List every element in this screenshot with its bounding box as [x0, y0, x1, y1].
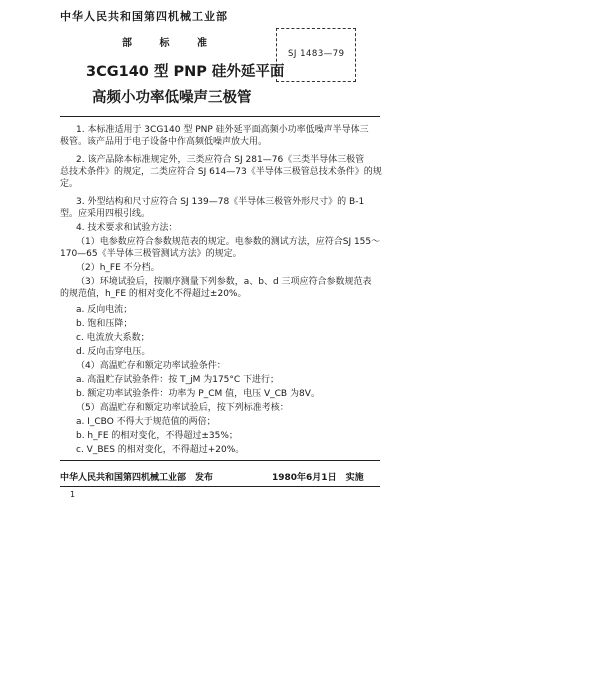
- effective-date: 1980年6月1日 实施: [272, 473, 364, 483]
- body-line: 170—65《半导体三极管测试方法》的规定。: [60, 249, 242, 259]
- standard-number: SJ 1483—79: [288, 49, 345, 59]
- ministry-header: 中华人民共和国第四机械工业部: [60, 10, 228, 23]
- standard-type-label: 部 标 准: [122, 38, 208, 49]
- body-line: b. h_FE 的相对变化，不得超过±35%；: [76, 431, 238, 441]
- body-line: 的规范值，h_FE 的相对变化不得超过±20%。: [60, 289, 247, 299]
- body-line: 总技术条件》的规定，二类应符合 SJ 614—73《半导体三极管总技术条件》的规: [60, 167, 382, 177]
- body-line: 型。应采用四根引线。: [60, 209, 151, 219]
- body-line: b. 饱和压降；: [76, 319, 133, 329]
- footer-divider-bottom: [60, 486, 380, 487]
- body-line: a. 反向电流；: [76, 305, 133, 315]
- body-line: b. 额定功率试验条件：功率为 P_CM 值，电压 V_CB 为8V。: [76, 389, 320, 399]
- body-line: （1）电参数应符合参数规范表的规定。电参数的测试方法，应符合SJ 155～: [76, 237, 381, 247]
- body-line: a. 高温贮存试验条件：按 T_jM 为175°C 下进行；: [76, 375, 280, 385]
- body-line: 定。: [60, 179, 79, 189]
- body-line: （3）环境试验后，按顺序测量下列参数，a、b、d 三项应符合参数规范表: [76, 277, 372, 287]
- footer-divider-top: [60, 460, 380, 461]
- body-line: （5）高温贮存和额定功率试验后，按下列标准考核：: [76, 403, 289, 413]
- body-line: a. I_CBO 不得大于规范值的两倍；: [76, 417, 216, 427]
- body-line: 1. 本标准适用于 3CG140 型 PNP 硅外延平面高频小功率低噪声半导体三: [76, 125, 369, 135]
- body-line: 极管。该产品用于电子设备中作高频低噪声放大用。: [60, 137, 268, 147]
- body-line: 3. 外型结构和尺寸应符合 SJ 139—78《半导体三极管外形尺寸》的 B-1: [76, 197, 365, 207]
- body-line: 4. 技术要求和试验方法：: [76, 223, 178, 233]
- body-line: d. 反向击穿电压。: [76, 347, 151, 357]
- body-line: （4）高温贮存和额定功率试验条件：: [76, 361, 226, 371]
- body-line: （2）h_FE 不分档。: [76, 263, 160, 273]
- document-title-line-2: 高频小功率低噪声三极管: [92, 90, 252, 106]
- issuer-statement: 中华人民共和国第四机械工业部 发布: [60, 473, 214, 483]
- document-title-line-1: 3CG140 型 PNP 硅外延平面: [86, 64, 285, 80]
- body-line: c. V_BES 的相对变化，不得超过+20%。: [76, 445, 245, 455]
- body-line: 2. 该产品除本标准规定外，三类应符合 SJ 281—76《三类半导体三极管: [76, 155, 365, 165]
- body-line: c. 电流放大系数；: [76, 333, 150, 343]
- title-divider: [60, 116, 380, 117]
- page-number: 1: [70, 490, 76, 499]
